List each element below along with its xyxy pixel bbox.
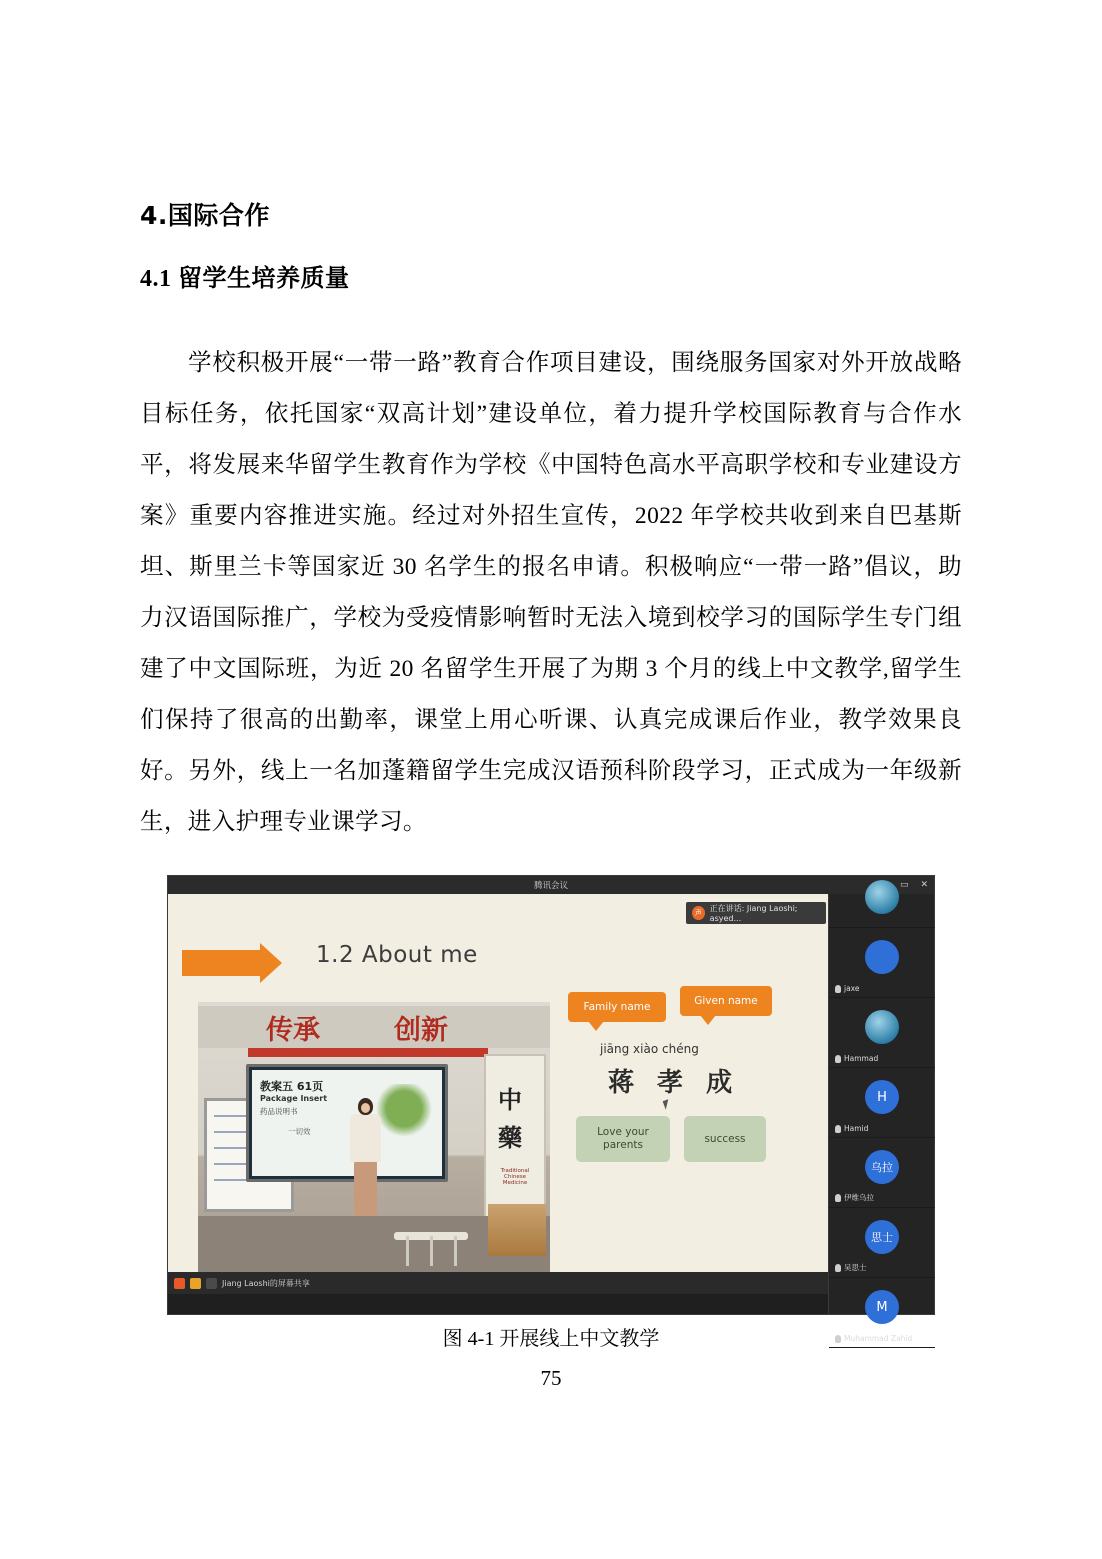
photo-side-board-char2: 藥 [498, 1124, 522, 1152]
microphone-icon [835, 1264, 841, 1272]
participant-panel[interactable] [828, 894, 934, 1343]
slide-title: 1.2 About me [316, 942, 478, 968]
microphone-icon [835, 1194, 841, 1202]
participant-tile[interactable] [829, 1138, 935, 1208]
bubble-success: success [684, 1116, 766, 1162]
photo-side-board-sub: Traditional Chinese Medicine [500, 1168, 530, 1186]
photo-screen-line1: 教案五 61页 [260, 1080, 324, 1093]
mouse-cursor-icon [663, 1099, 672, 1110]
participant-name: Hamid [844, 1124, 869, 1133]
participant-name: Hammad [844, 1054, 879, 1063]
participant-name: Muhammad Zahid [844, 1334, 913, 1343]
avatar [865, 880, 899, 914]
photo-screen-line2: Package Insert [260, 1094, 328, 1103]
participant-name-row [835, 1054, 878, 1063]
section-title: 4.国际合作 [140, 201, 270, 230]
bubble-love-your-parents: Love your parents [576, 1116, 670, 1162]
window-titlebar [168, 876, 934, 894]
screenshare-label: Jiang Laoshi的屏幕共享 [222, 1278, 310, 1288]
photo-banner [198, 1006, 550, 1048]
microphone-icon [835, 985, 841, 993]
close-icon[interactable]: ✕ [920, 880, 928, 890]
shared-screen-stage [168, 894, 828, 1294]
participant-tile[interactable] [829, 998, 935, 1068]
avatar: M [865, 1290, 899, 1324]
participant-name-row [835, 1124, 868, 1133]
mic-status-icon[interactable] [190, 1278, 201, 1289]
photo-screen-plant-image [376, 1084, 432, 1146]
avatar: 乌拉 [865, 1150, 899, 1184]
participant-name: 吴思士 [844, 1263, 867, 1272]
avatar: H [865, 1080, 899, 1114]
participant-tile-partial[interactable] [829, 894, 935, 928]
active-speaker-banner [686, 902, 826, 924]
photo-teacher-body [350, 1114, 381, 1162]
avatar [865, 940, 899, 974]
figure-caption: 图 4-1 开展线上中文教学 [442, 1328, 660, 1350]
avatar [865, 1010, 899, 1044]
arrow-decoration [182, 950, 260, 976]
participant-tile[interactable] [829, 928, 935, 998]
camera-status-icon[interactable] [206, 1278, 217, 1289]
microphone-icon [835, 1125, 841, 1133]
maximize-icon[interactable]: ▭ [899, 880, 909, 890]
participant-name: 伊维乌拉 [844, 1193, 874, 1202]
photo-banner-text-left: 传承 [266, 1015, 320, 1046]
bubble-given-name: Given name [680, 986, 772, 1016]
photo-screen-line4: 一切效 [288, 1127, 311, 1136]
avatar: 思士 [865, 1220, 899, 1254]
participant-name: jaxe [844, 984, 860, 993]
photo-teacher-face [361, 1103, 370, 1113]
photo-teacher-legs [354, 1160, 377, 1216]
photo-display-screen [246, 1064, 448, 1182]
microphone-icon [835, 1055, 841, 1063]
photo-shelf [488, 1204, 546, 1256]
photo-banner-text-right: 创新 [394, 1015, 448, 1046]
speaker-badge-icon: 声 [692, 906, 705, 920]
active-speaker-text: 正在讲话: Jiang Laoshi; asyed... [709, 904, 798, 923]
page-number: 75 [540, 1366, 562, 1390]
photo-side-board-char1: 中 [498, 1086, 522, 1114]
participant-tile[interactable] [829, 1208, 935, 1278]
pinyin-text: jiāng xiào chéng [600, 1042, 699, 1056]
body-paragraph: 学校积极开展“一带一路”教育合作项目建设，围绕服务国家对外开放战略目标任务，依托国家“双高计划”建设单位，着力提升学校国际教育与合作水平，将发展来华留学生教育作为学校《中国特色高水平高职学校和专业建设方案》重要内容推进实施。经过对外招生宣传，2022 年学校共收到来自巴基斯坦、斯里兰卡等国家近 30 名学生的报名申请。积极响应“一带一路”倡议，助力汉语国际推广，学校为受疫情影响暂时无法入境到校学习的国际学生专门组建了中文国际班，为近 20 名留学生开展了为期 3 个月的线上中文教学,留学生们保持了很高的出勤率，课堂上用心听课、认真完成课后作业，教学效果良好。另外，线上一名加蓬籍留学生完成汉语预科阶段学习，正式成为一年级新生，进入护理专业课学习。 [140, 349, 962, 835]
photo-side-board [484, 1054, 546, 1222]
photo-screen-content [252, 1070, 442, 1176]
participant-name-row [835, 1192, 874, 1203]
participant-name-row [835, 984, 860, 993]
hanzi-name-text: 蒋 孝 成 [608, 1068, 740, 1098]
bubble-family-name: Family name [568, 992, 666, 1022]
screenshare-status-bar [168, 1272, 828, 1294]
participant-tile[interactable] [829, 1068, 935, 1138]
classroom-photo [198, 1002, 550, 1274]
subsection-title: 4.1 留学生培养质量 [140, 266, 350, 292]
photo-screen-line3: 药品说明书 [260, 1107, 298, 1116]
record-icon[interactable] [174, 1278, 185, 1289]
participant-name-row [835, 1262, 867, 1273]
window-title: 腾讯会议 [533, 881, 568, 891]
photo-red-strip [248, 1048, 488, 1057]
